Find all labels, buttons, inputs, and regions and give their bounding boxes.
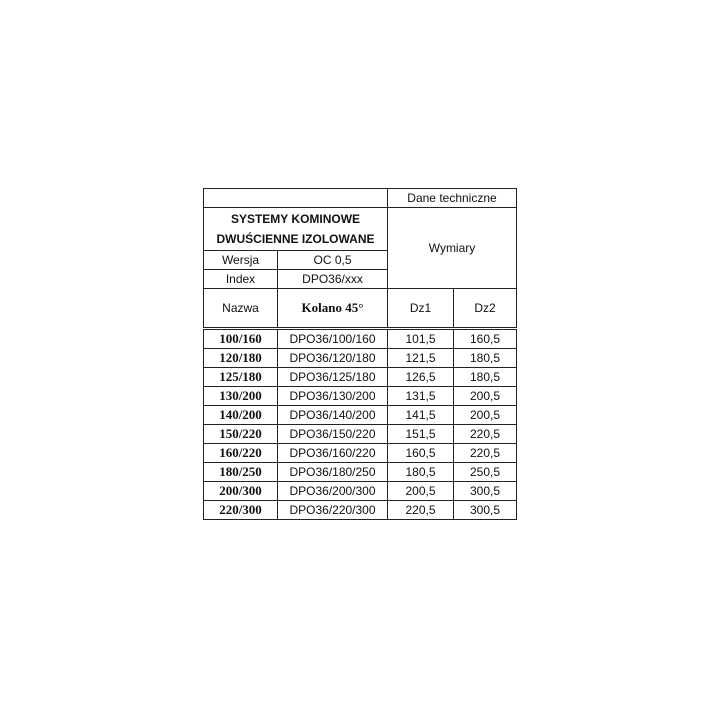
row-dz2-cell: 250,5 — [454, 463, 517, 482]
row-dz1-cell: 160,5 — [388, 444, 454, 463]
table-row — [204, 501, 517, 520]
wymiary-cell: Wymiary — [388, 208, 517, 289]
row-dz1-cell: 151,5 — [388, 425, 454, 444]
column-header-row — [204, 289, 517, 329]
row-index-cell: DPO36/130/200 — [278, 387, 388, 406]
row-dz2-cell: 200,5 — [454, 406, 517, 425]
row-index-cell: DPO36/140/200 — [278, 406, 388, 425]
row-nazwa-cell: 150/220 — [204, 425, 278, 444]
row-dz2-cell: 180,5 — [454, 349, 517, 368]
row-index-cell: DPO36/120/180 — [278, 349, 388, 368]
wersja-value: OC 0,5 — [278, 251, 388, 270]
row-dz1-cell: 220,5 — [388, 501, 454, 520]
product-header: Kolano 45° — [278, 289, 388, 329]
row-nazwa-cell: 130/200 — [204, 387, 278, 406]
system-title-cell — [204, 208, 388, 251]
row-dz2-cell: 200,5 — [454, 387, 517, 406]
table-row — [204, 463, 517, 482]
table-row — [204, 406, 517, 425]
system-title-line2: DWUŚCIENNE IZOLOWANE — [216, 232, 375, 246]
row-dz2-cell: 220,5 — [454, 444, 517, 463]
table-row — [204, 387, 517, 406]
row-dz2-cell: 220,5 — [454, 425, 517, 444]
row-nazwa-cell: 140/200 — [204, 406, 278, 425]
blank-header-cell — [204, 189, 388, 208]
row-dz2-cell: 180,5 — [454, 368, 517, 387]
row-index-cell: DPO36/200/300 — [278, 482, 388, 501]
row-index-cell: DPO36/150/220 — [278, 425, 388, 444]
row-index-cell: DPO36/220/300 — [278, 501, 388, 520]
row-dz1-cell: 126,5 — [388, 368, 454, 387]
row-dz1-cell: 141,5 — [388, 406, 454, 425]
row-nazwa-cell: 160/220 — [204, 444, 278, 463]
row-dz1-cell: 200,5 — [388, 482, 454, 501]
header-row-top — [204, 189, 517, 208]
table-row — [204, 425, 517, 444]
row-dz1-cell: 131,5 — [388, 387, 454, 406]
row-dz2-cell: 160,5 — [454, 329, 517, 349]
table-row — [204, 482, 517, 501]
row-dz2-cell: 300,5 — [454, 482, 517, 501]
header-row-title — [204, 208, 517, 251]
dz1-header: Dz1 — [388, 289, 454, 329]
table-row — [204, 444, 517, 463]
row-index-cell: DPO36/160/220 — [278, 444, 388, 463]
row-index-cell: DPO36/100/160 — [278, 329, 388, 349]
row-nazwa-cell: 200/300 — [204, 482, 278, 501]
index-label: Index — [204, 270, 278, 289]
row-nazwa-cell: 120/180 — [204, 349, 278, 368]
table-row — [204, 368, 517, 387]
dz2-header: Dz2 — [454, 289, 517, 329]
wersja-label: Wersja — [204, 251, 278, 270]
row-index-cell: DPO36/180/250 — [278, 463, 388, 482]
row-nazwa-cell: 220/300 — [204, 501, 278, 520]
row-dz2-cell: 300,5 — [454, 501, 517, 520]
system-title-line1: SYSTEMY KOMINOWE — [230, 212, 361, 226]
table-row — [204, 329, 517, 349]
row-nazwa-cell: 100/160 — [204, 329, 278, 349]
index-value: DPO36/xxx — [278, 270, 388, 289]
row-index-cell: DPO36/125/180 — [278, 368, 388, 387]
dane-techniczne-cell: Dane techniczne — [388, 189, 517, 208]
row-dz1-cell: 121,5 — [388, 349, 454, 368]
row-dz1-cell: 180,5 — [388, 463, 454, 482]
row-dz1-cell: 101,5 — [388, 329, 454, 349]
table-row — [204, 349, 517, 368]
spec-table — [203, 188, 517, 520]
row-nazwa-cell: 125/180 — [204, 368, 278, 387]
row-nazwa-cell: 180/250 — [204, 463, 278, 482]
nazwa-header: Nazwa — [204, 289, 278, 329]
